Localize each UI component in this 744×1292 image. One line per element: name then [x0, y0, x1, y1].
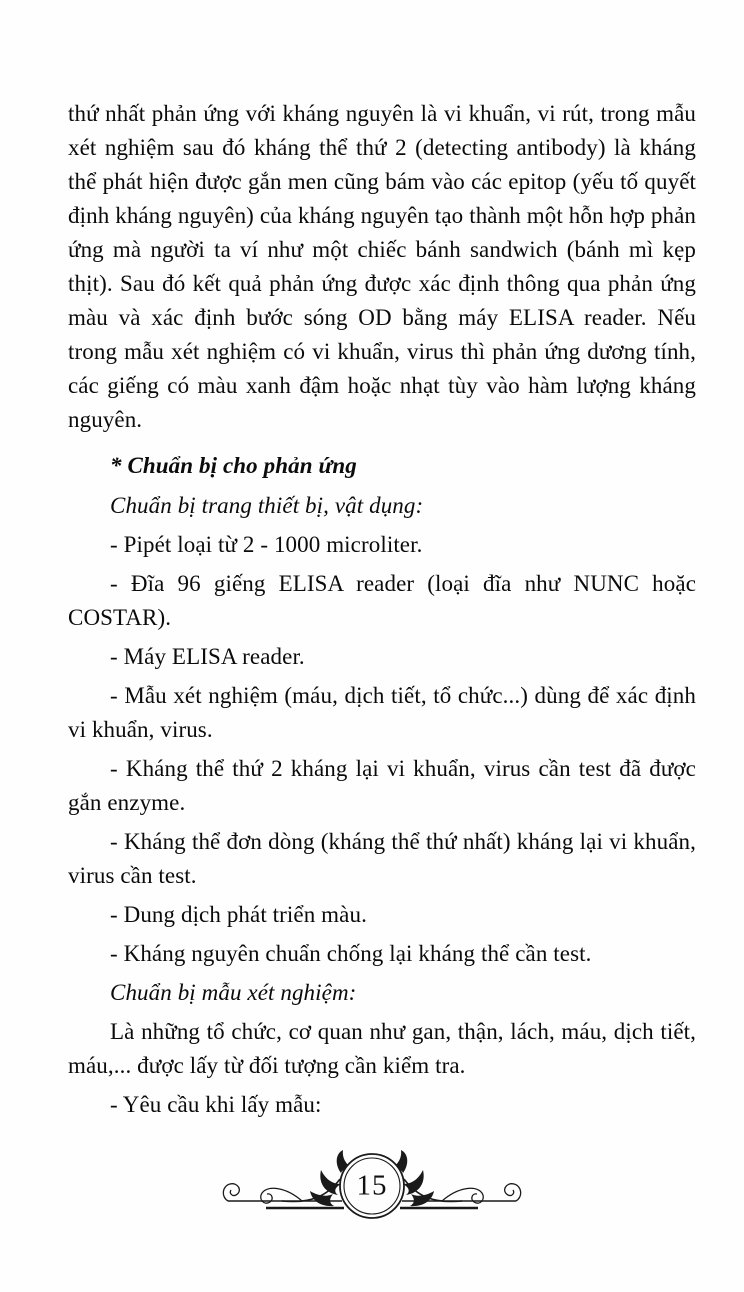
- equipment-item: - Pipét loại từ 2 - 1000 microliter.: [110, 532, 423, 557]
- equipment-item: - Dung dịch phát triển màu.: [110, 902, 367, 927]
- sample-subheading: Chuẩn bị mẫu xét nghiệm:: [110, 980, 357, 1005]
- page-number: 15: [356, 1169, 388, 1202]
- section-heading: * Chuẩn bị cho phản ứng: [110, 453, 357, 478]
- page-footer: [0, 1143, 744, 1243]
- ornament-wrapper: [222, 1143, 522, 1243]
- page-body-text: [68, 97, 696, 1127]
- equipment-item: - Kháng nguyên chuẩn chống lại kháng thể cần test.: [110, 941, 592, 966]
- equipment-item: - Kháng thể đơn dòng (kháng thể thứ nhất) kháng lại vi khuẩn, virus cần test.: [68, 829, 696, 888]
- equipment-item: - Máy ELISA reader.: [110, 644, 305, 669]
- equipment-item: - Mẫu xét nghiệm (máu, dịch tiết, tổ chức...) dùng để xác định vi khuẩn, virus.: [68, 683, 696, 742]
- equipment-item: - Đĩa 96 giếng ELISA reader (loại đĩa như NUNC hoặc COSTAR).: [68, 571, 696, 630]
- sample-description: Là những tổ chức, cơ quan như gan, thận, lách, máu, dịch tiết, máu,... được lấy từ đối tượng cần kiểm tra.: [68, 1019, 696, 1078]
- body-paragraph: thứ nhất phản ứng với kháng nguyên là vi khuẩn, vi rút, trong mẫu xét nghiệm sau đó kháng thể thứ 2 (detecting antibody) là kháng thể phát hiện được gắn men cũng bám vào các epitop (yếu tố quyết định kháng nguyên) của kháng nguyên tạo thành một hỗn hợp phản ứng mà người ta ví như một chiếc bánh sandwich (bánh mì kẹp thịt). Sau đó kết quả phản ứng được xác định thông qua phản ứng màu và xác định bước sóng OD bằng máy ELISA reader. Nếu trong mẫu xét nghiệm có vi khuẩn, virus thì phản ứng dương tính, các giếng có màu xanh đậm hoặc nhạt tùy vào hàm lượng kháng nguyên.: [68, 101, 696, 432]
- equipment-subheading: Chuẩn bị trang thiết bị, vật dụng:: [110, 493, 424, 518]
- sample-requirement-item: - Yêu cầu khi lấy mẫu:: [110, 1092, 322, 1117]
- equipment-item: - Kháng thể thứ 2 kháng lại vi khuẩn, virus cần test đã được gắn enzyme.: [68, 756, 696, 815]
